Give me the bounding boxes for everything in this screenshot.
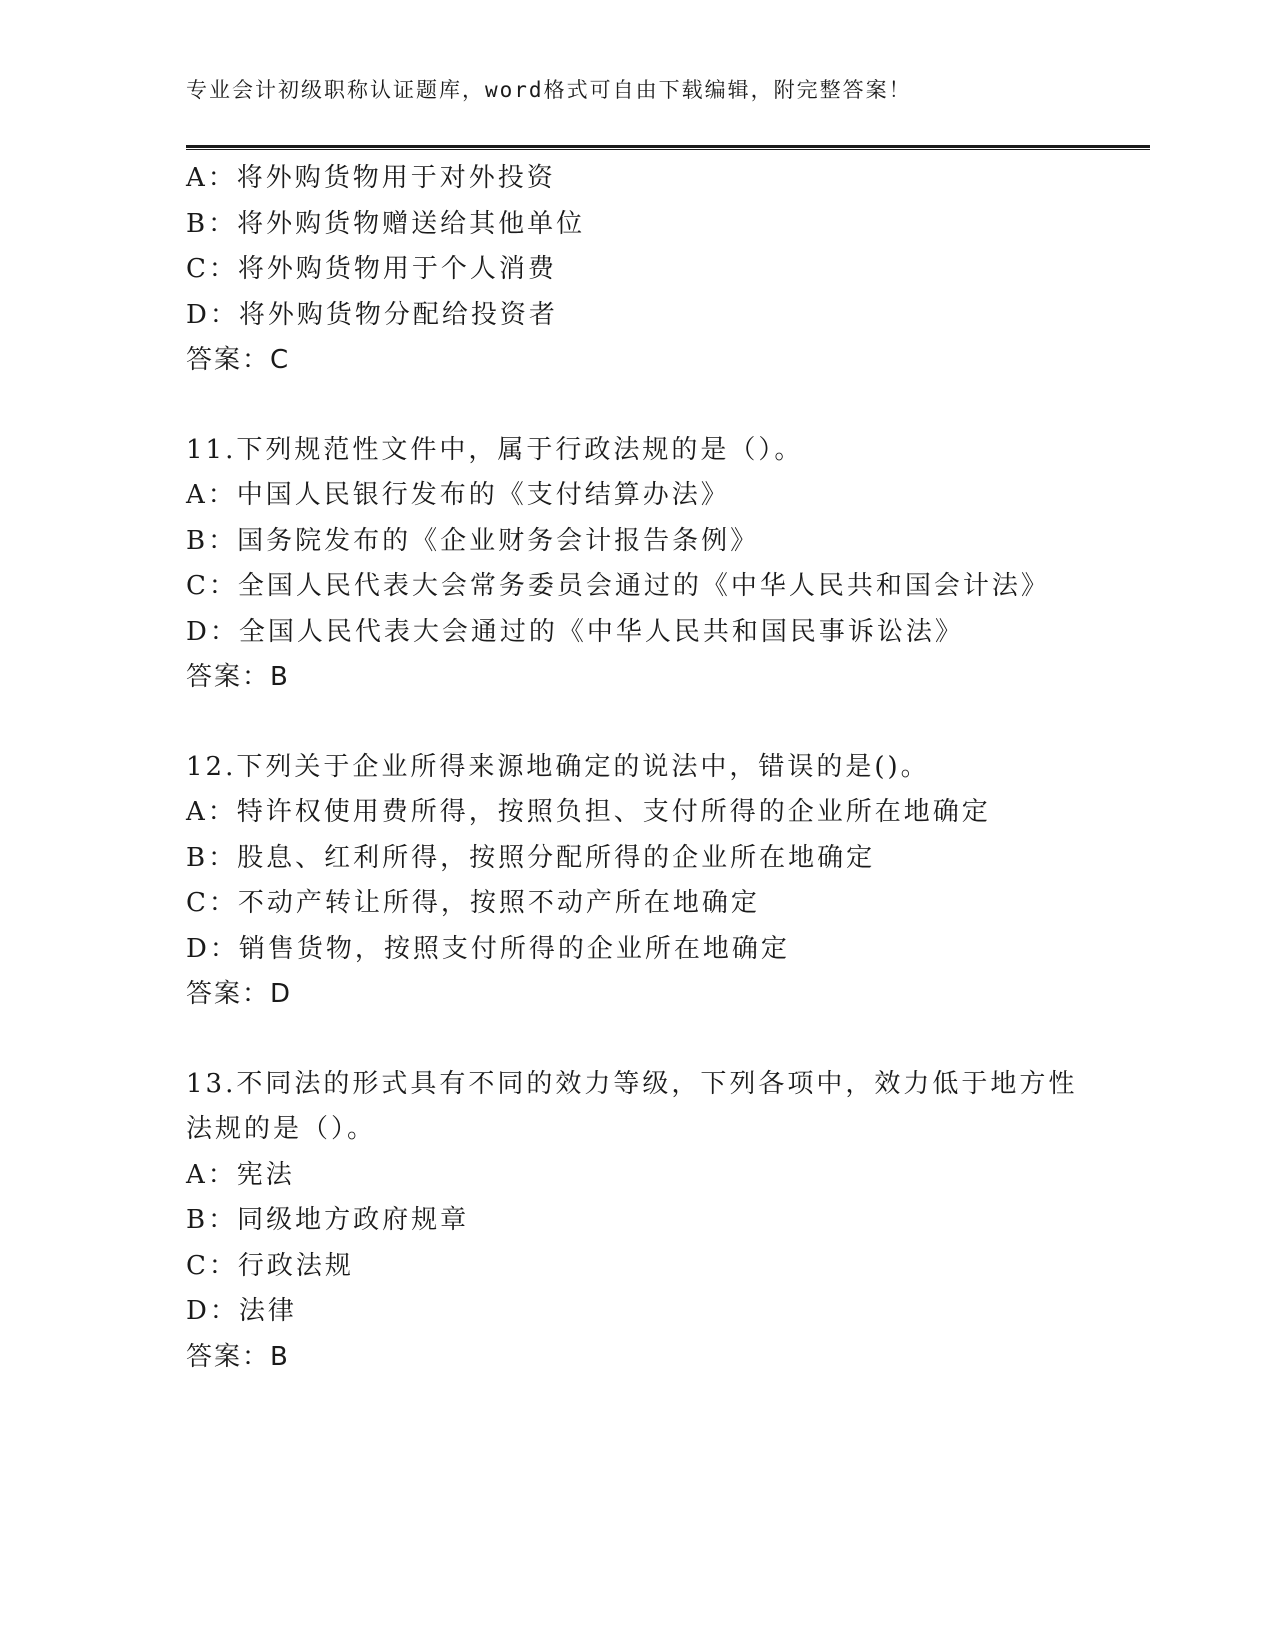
option-c: C：将外购货物用于个人消费 [186,254,557,284]
question-stem-line-1: 13.不同法的形式具有不同的效力等级，下列各项中，效力低于地方性 [186,1068,1078,1099]
option-a: A：宪法 [186,1159,295,1190]
option-a: A：特许权使用费所得，按照负担、支付所得的企业所在地确定 [186,797,991,827]
question-13 [186,1062,1150,1381]
question-stem: 11.下列规范性文件中，属于行政法规的是（）。 [186,434,804,465]
question-11 [186,428,1150,701]
option-c: C：行政法规 [186,1250,354,1281]
option-c: C：全国人民代表大会常务委员会通过的《中华人民共和国会计法》 [186,571,1050,601]
page-header: 专业会计初级职称认证题库，word格式可自由下载编辑，附完整答案！ [186,78,912,102]
option-b: B：将外购货物赠送给其他单位 [186,208,586,239]
spacer [186,384,1150,428]
spacer [186,1018,1150,1062]
option-a: A：中国人民银行发布的《支付结算办法》 [186,480,730,510]
option-d: D：法律 [186,1296,297,1326]
header-rule [186,145,1150,150]
option-d: D：销售货物，按照支付所得的企业所在地确定 [186,933,790,964]
question-list [186,156,1150,1380]
option-d: D：全国人民代表大会通过的《中华人民共和国民事诉讼法》 [186,616,964,647]
option-c: C：不动产转让所得，按照不动产所在地确定 [186,888,760,918]
question-10-continued [186,156,1150,384]
answer: 答案：B [186,1341,290,1372]
question-stem-line-2: 法规的是（）。 [186,1114,377,1144]
option-b: B：国务院发布的《企业财务会计报告条例》 [186,525,760,556]
option-b: B：同级地方政府规章 [186,1205,470,1235]
question-12 [186,745,1150,1018]
answer: 答案：C [186,345,291,375]
option-d: D：将外购货物分配给投资者 [186,299,558,330]
spacer [186,701,1150,745]
option-b: B：股息、红利所得，按照分配所得的企业所在地确定 [186,842,876,873]
answer: 答案：D [186,979,293,1009]
question-stem: 12.下列关于企业所得来源地确定的说法中，错误的是()。 [186,751,930,782]
option-a: A：将外购货物用于对外投资 [186,163,556,193]
answer: 答案：B [186,662,290,692]
